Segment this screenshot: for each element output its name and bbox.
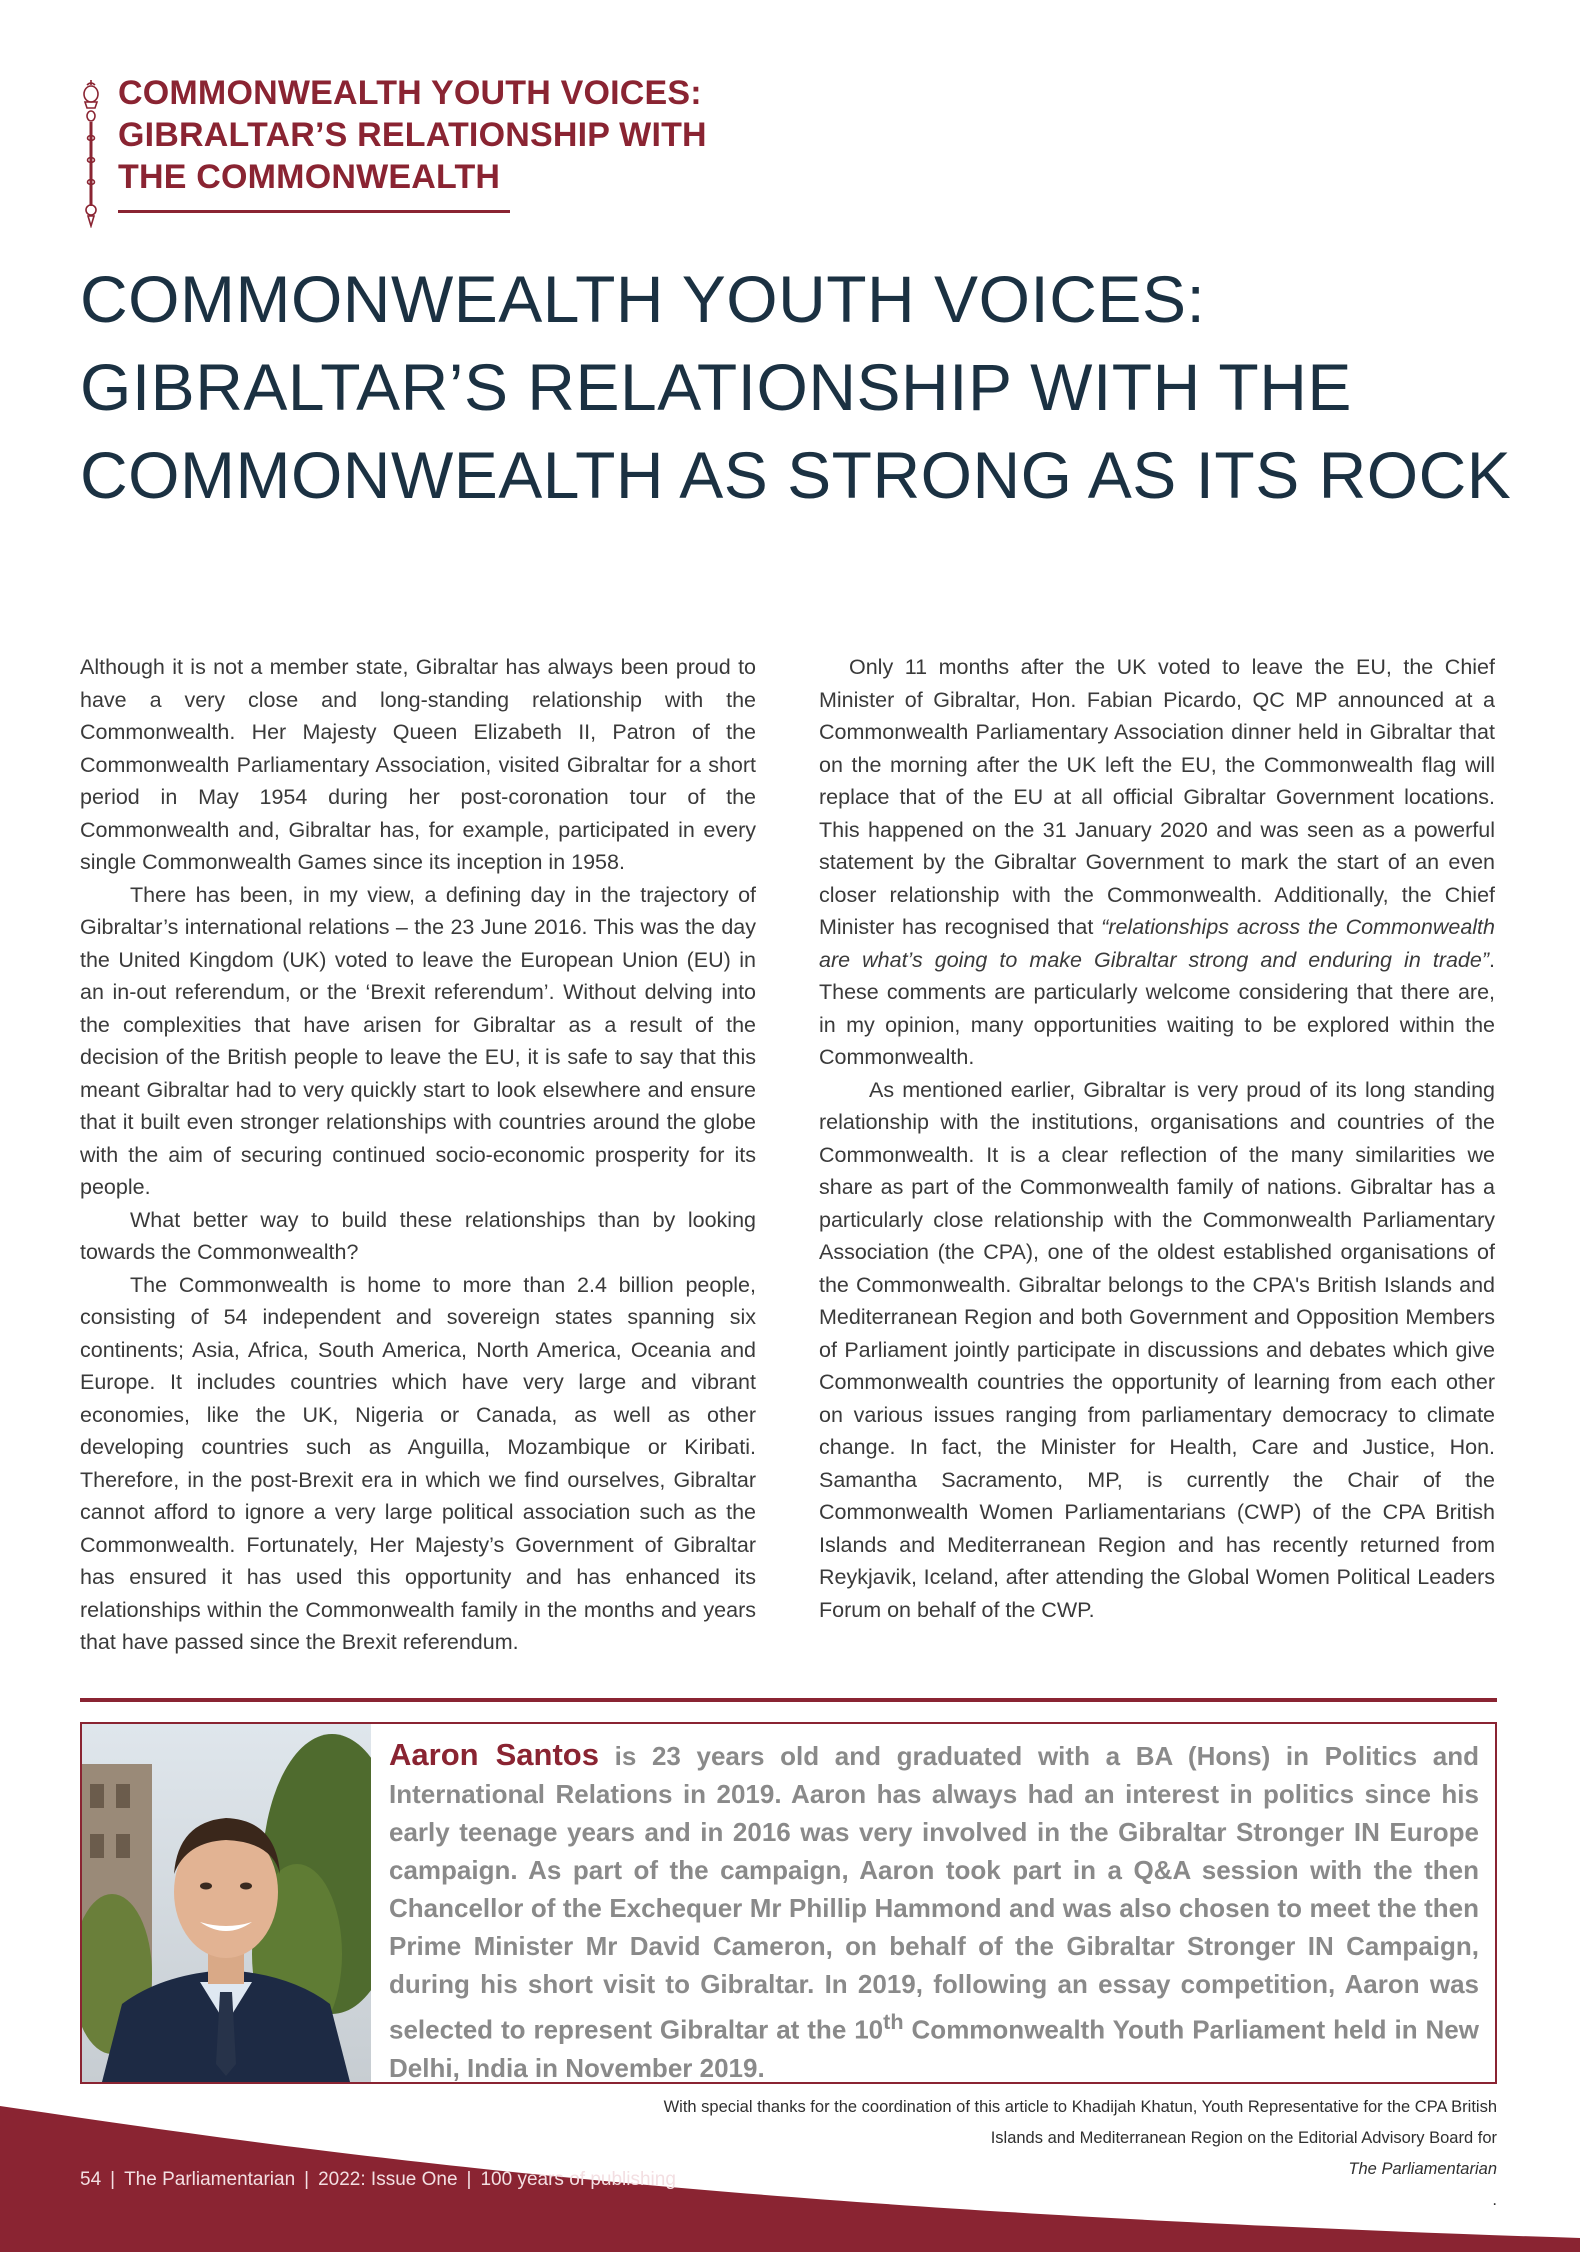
footer-separator: | <box>466 2169 472 2190</box>
article-column-right <box>819 651 1495 1626</box>
page-footer <box>80 2169 676 2191</box>
paragraph-text: . These comments are particularly welcome considering that there are, in my opinion, many opportunities waiting to be explored within the Commonwealth. <box>819 947 1495 1069</box>
article-paragraph: What better way to build these relationships than by looking towards the Commonwealth? <box>80 1207 756 1264</box>
section-divider <box>80 1698 1497 1702</box>
kicker-line: COMMONWEALTH YOUTH VOICES: <box>118 74 702 112</box>
article-column-left <box>80 651 756 1659</box>
acknowledgement-text: Islands and Mediterranean Region on the Editorial Advisory Board for <box>990 2129 1497 2147</box>
article-paragraph <box>819 651 1495 1074</box>
paragraph-text: Only 11 months after the UK voted to leave the EU, the Chief Minister of Gibraltar, Hon. Fabian Picardo, QC MP announced at a Commonwealth Parliamentary Association dinner held in Gibraltar that on the morning after the UK left the EU, the Commonwealth flag will replace that of the EU at all official Gibraltar Government locations. This happened on the 31 January 2020 and was seen as a powerful statement by the Gibraltar Government to mark the start of an even closer relationship with the Commonwealth. Additionally, the Chief Minister has recognised that <box>819 655 1495 939</box>
pull-quote: “relationships across the Commonwealth are what’s going to make Gibraltar strong and enduring in trade” <box>819 915 1495 972</box>
page-number: 54 <box>80 2169 102 2190</box>
author-photo <box>82 1724 371 2082</box>
article-paragraph: Although it is not a member state, Gibraltar has always been proud to have a very close and long-standing relationship with the Commonwealth. Her Majesty Queen Elizabeth II, Patron of the Commonwealth Parliamentary Association, visited Gibraltar for a short period in May 1954 during her post-coronation tour of the Commonwealth and, Gibraltar has, for example, participated in every single Commonwealth Games since its inception in 1958. <box>80 655 756 874</box>
section-kicker <box>80 72 780 213</box>
article-paragraph: There has been, in my view, a defining day in the trajectory of Gibraltar’s international relations – the 23 June 2016. This was the day the United Kingdom (UK) voted to leave the European Union (EU) in an in-out referendum, or the ‘Brexit referendum’. Without delving into the complexities that have arisen for Gibraltar as a result of the decision of the British people to leave the EU, it is safe to say that this meant Gibraltar had to very quickly start to look elsewhere and ensure that it built even stronger relationships with countries around the globe with the aim of securing continued socio-economic prosperity for its people. <box>80 882 756 1199</box>
publication-name: The Parliamentarian <box>124 2169 296 2190</box>
article-headline <box>80 255 1520 519</box>
article-paragraph: The Commonwealth is home to more than 2.4 billion people, consisting of 54 independent and sovereign states spanning six continents; Asia, Africa, South America, North America, Oceania and Europe. It includes countries which have very large and vibrant economies, like the UK, Nigeria or Canada, as well as other developing countries such as Anguilla, Mozambique or Kiribati. Therefore, in the post-Brexit era in which we find ourselves, Gibraltar cannot afford to ignore a very large political association such as the Commonwealth. Fortunately, Her Majesty’s Government of Gibraltar has ensured it has used this opportunity and has enhanced its relationships within the Commonwealth family in the months and years that have passed since the Brexit referendum. <box>80 1272 756 1654</box>
headline-line: COMMONWEALTH YOUTH VOICES: <box>80 262 1206 336</box>
kicker-line: GIBRALTAR’S RELATIONSHIP WITH <box>118 116 707 154</box>
headline-line: COMMONWEALTH AS STRONG AS ITS ROCK <box>80 438 1512 512</box>
bio-text-part: is 23 years old and graduated with a BA (Hons) in Politics and International Relations in 2019. Aaron has always had an interest in politics since his early teenage years and in 2016 was very involved in the Gibraltar Stronger IN Europe campaign. As part of the campaign, Aaron took part in a Q&A session with the then Chancellor of the Exchequer Mr Phillip Hammond and was also chosen to meet the then Prime Minister Mr David Cameron, on behalf of the Gibraltar Stronger IN Campaign, during his short visit to Gibraltar. In 2019, following an essay competition, Aaron was selected to represent Gibraltar at the 10 <box>389 1741 1479 2045</box>
bio-text-part: Commonwealth Youth Parliament held in New Delhi, India in November 2019. <box>389 2014 1479 2083</box>
article-paragraph: As mentioned earlier, Gibraltar is very proud of its long standing relationship with the institutions, organisations and countries of the Commonwealth. It is a clear reflection of the many similarities we share as part of the Commonwealth family of nations. Gibraltar has a particularly close relationship with the Commonwealth Parliamentary Association (the CPA), one of the oldest established organisations of the Commonwealth. Gibraltar belongs to the CPA's British Islands and Mediterranean Region and both Government and Opposition Members of Parliament jointly participate in discussions and debates which give Commonwealth countries the opportunity of learning from each other on various issues ranging from parliamentary democracy to climate change. In fact, the Minister for Health, Care and Justice, Hon. Samantha Sacramento, MP, is currently the Chair of the Commonwealth Women Parliamentarians (CWP) of the CPA British Islands and Mediterranean Region and has recently returned from Reykjavik, Iceland, after attending the Global Women Political Leaders Forum on behalf of the CWP. <box>819 1077 1495 1622</box>
headline-line: GIBRALTAR’S RELATIONSHIP WITH THE <box>80 350 1352 424</box>
footer-separator: | <box>304 2169 310 2190</box>
acknowledgement-line: With special thanks for the coordination of this article to Khadijah Khatun, Youth Representative for the CPA British <box>663 2098 1497 2116</box>
ceremonial-mace-icon <box>80 78 102 228</box>
author-name: Aaron Santos <box>389 1737 599 1772</box>
ordinal-suffix: th <box>883 2009 904 2034</box>
author-bio-box <box>80 1722 1497 2084</box>
publication-title: The Parliamentarian <box>1348 2160 1497 2178</box>
footer-tagline: 100 years of publishing <box>480 2169 676 2190</box>
author-bio-text <box>389 1736 1479 2087</box>
issue-label: 2022: Issue One <box>318 2169 458 2190</box>
kicker-line: THE COMMONWEALTH <box>118 158 501 196</box>
kicker-rule <box>118 210 510 213</box>
footer-separator: | <box>110 2169 116 2190</box>
acknowledgement-text: . <box>1492 2191 1497 2209</box>
